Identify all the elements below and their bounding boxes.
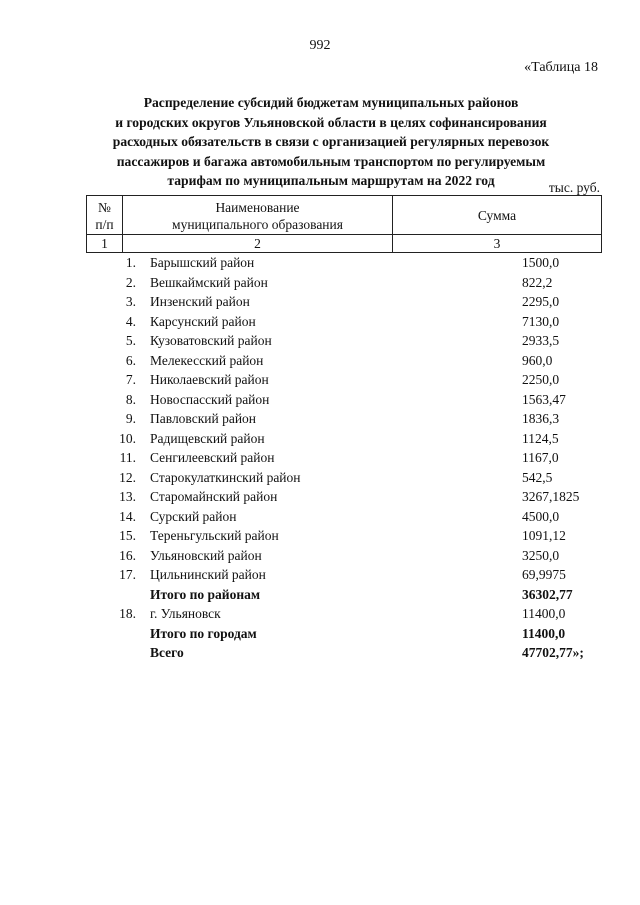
row-sum: 69,9975	[522, 567, 566, 582]
header-number-line1: №	[98, 200, 111, 215]
table-row	[86, 390, 602, 410]
row-sum: 11400,0	[522, 625, 566, 641]
row-number: 17.	[119, 567, 136, 582]
header-number-line2: п/п	[95, 217, 114, 232]
table-row	[86, 253, 602, 273]
row-number: 2.	[125, 274, 136, 290]
title-line: Распределение субсидий бюджетам муниципальных районов	[143, 95, 519, 110]
header-name	[122, 195, 392, 235]
row-number	[86, 585, 136, 605]
header-number	[86, 195, 122, 235]
table-row	[86, 468, 602, 488]
row-number: 10.	[119, 430, 136, 446]
table-row	[86, 351, 602, 371]
row-number: 5.	[125, 333, 136, 348]
row-name: Цильнинский район	[150, 567, 266, 582]
row-number: 8.	[125, 391, 136, 407]
table-body	[86, 253, 602, 663]
row-name: Старокулаткинский район	[150, 469, 301, 485]
row-name: Ульяновский район	[150, 547, 262, 563]
table-row	[86, 312, 602, 332]
row-number: 11.	[119, 450, 136, 465]
row-sum: 3267,1825	[522, 489, 580, 504]
table-row	[86, 565, 602, 585]
row-sum: 960,0	[522, 352, 553, 368]
units-label: тыс. руб.	[548, 180, 600, 195]
table-row	[86, 292, 602, 312]
row-sum: 2250,0	[522, 372, 560, 387]
document-title	[96, 93, 566, 191]
table-header	[86, 195, 602, 235]
row-sum: 822,2	[522, 274, 553, 290]
table-row	[86, 273, 602, 293]
row-sum: 2295,0	[522, 294, 560, 309]
column-numbers	[86, 235, 602, 253]
header-sum: Сумма	[392, 195, 602, 235]
row-sum: 1167,0	[522, 450, 559, 465]
row-number: 18.	[119, 606, 136, 621]
row-name: Инзенский район	[150, 294, 250, 309]
row-sum: 1500,0	[522, 255, 560, 270]
row-sum: 1091,12	[522, 528, 566, 543]
table-row	[86, 526, 602, 546]
column-number-3: 3	[392, 235, 602, 253]
row-sum: 2933,5	[522, 333, 560, 348]
row-name: Итого по районам	[150, 586, 261, 602]
header-name-line2: муниципального образования	[172, 217, 343, 232]
page-number: 992	[309, 38, 331, 53]
row-sum: 1836,3	[522, 411, 560, 426]
row-number: 13.	[119, 489, 136, 504]
row-number: 14.	[119, 508, 136, 524]
row-number: 15.	[119, 528, 136, 543]
row-number: 12.	[119, 469, 136, 485]
row-name: Мелекесский район	[150, 352, 264, 368]
row-number: 9.	[125, 411, 136, 426]
table-row	[86, 370, 602, 390]
row-sum: 11400,0	[522, 606, 566, 621]
row-sum: 1563,47	[522, 391, 566, 407]
row-number: 3.	[125, 294, 136, 309]
total-row	[86, 624, 602, 644]
table-row	[86, 409, 602, 429]
table-row	[86, 546, 602, 566]
row-name: Всего	[150, 645, 184, 660]
row-name: Новоспасский район	[150, 391, 270, 407]
total-row	[86, 585, 602, 605]
row-number	[86, 624, 136, 644]
row-name: Тереньгульский район	[150, 528, 279, 543]
row-sum: 7130,0	[522, 313, 560, 329]
title-line: и городских округов Ульяновской области в целях софинансирования	[115, 114, 547, 130]
title-line: расходных обязательств в связи с организацией регулярных перевозок	[112, 134, 550, 150]
table-row	[86, 448, 602, 468]
title-line: пассажиров и багажа автомобильным транспортом по регулируемым	[116, 153, 546, 169]
row-name: Старомайнский район	[150, 489, 278, 504]
row-number: 16.	[119, 547, 136, 563]
row-sum: 542,5	[522, 469, 553, 485]
row-name: Радищевский район	[150, 430, 265, 446]
row-number: 1.	[125, 255, 136, 270]
row-name: Барышский район	[150, 255, 255, 270]
row-sum: 36302,77	[522, 586, 573, 602]
row-number	[86, 643, 136, 663]
column-number-1: 1	[86, 235, 122, 253]
row-number: 4.	[125, 313, 136, 329]
row-sum: 47702,77»;	[522, 645, 584, 660]
row-name: Николаевский район	[150, 372, 269, 387]
row-name: г. Ульяновск	[150, 606, 221, 621]
table-row	[86, 429, 602, 449]
row-name: Кузоватовский район	[150, 333, 272, 348]
table-row	[86, 507, 602, 527]
column-number-2: 2	[122, 235, 392, 253]
title-line: тарифам по муниципальным маршрутам на 2022 год	[167, 173, 495, 189]
row-number: 6.	[125, 352, 136, 368]
row-sum: 3250,0	[522, 547, 560, 563]
row-name: Карсунский район	[150, 313, 256, 329]
subsidy-table	[86, 195, 602, 663]
header-name-line1: Наименование	[215, 200, 300, 215]
table-reference: «Таблица 18	[524, 60, 598, 75]
row-name: Сенгилеевский район	[150, 450, 275, 465]
row-name: Итого по городам	[150, 625, 257, 641]
row-sum: 1124,5	[522, 430, 559, 446]
total-row	[86, 643, 602, 663]
table-row	[86, 604, 602, 624]
row-name: Вешкаймский район	[150, 274, 268, 290]
row-number: 7.	[125, 372, 136, 387]
row-name: Сурский район	[150, 508, 237, 524]
table-row	[86, 487, 602, 507]
table-row	[86, 331, 602, 351]
row-name: Павловский район	[150, 411, 257, 426]
row-sum: 4500,0	[522, 508, 560, 524]
